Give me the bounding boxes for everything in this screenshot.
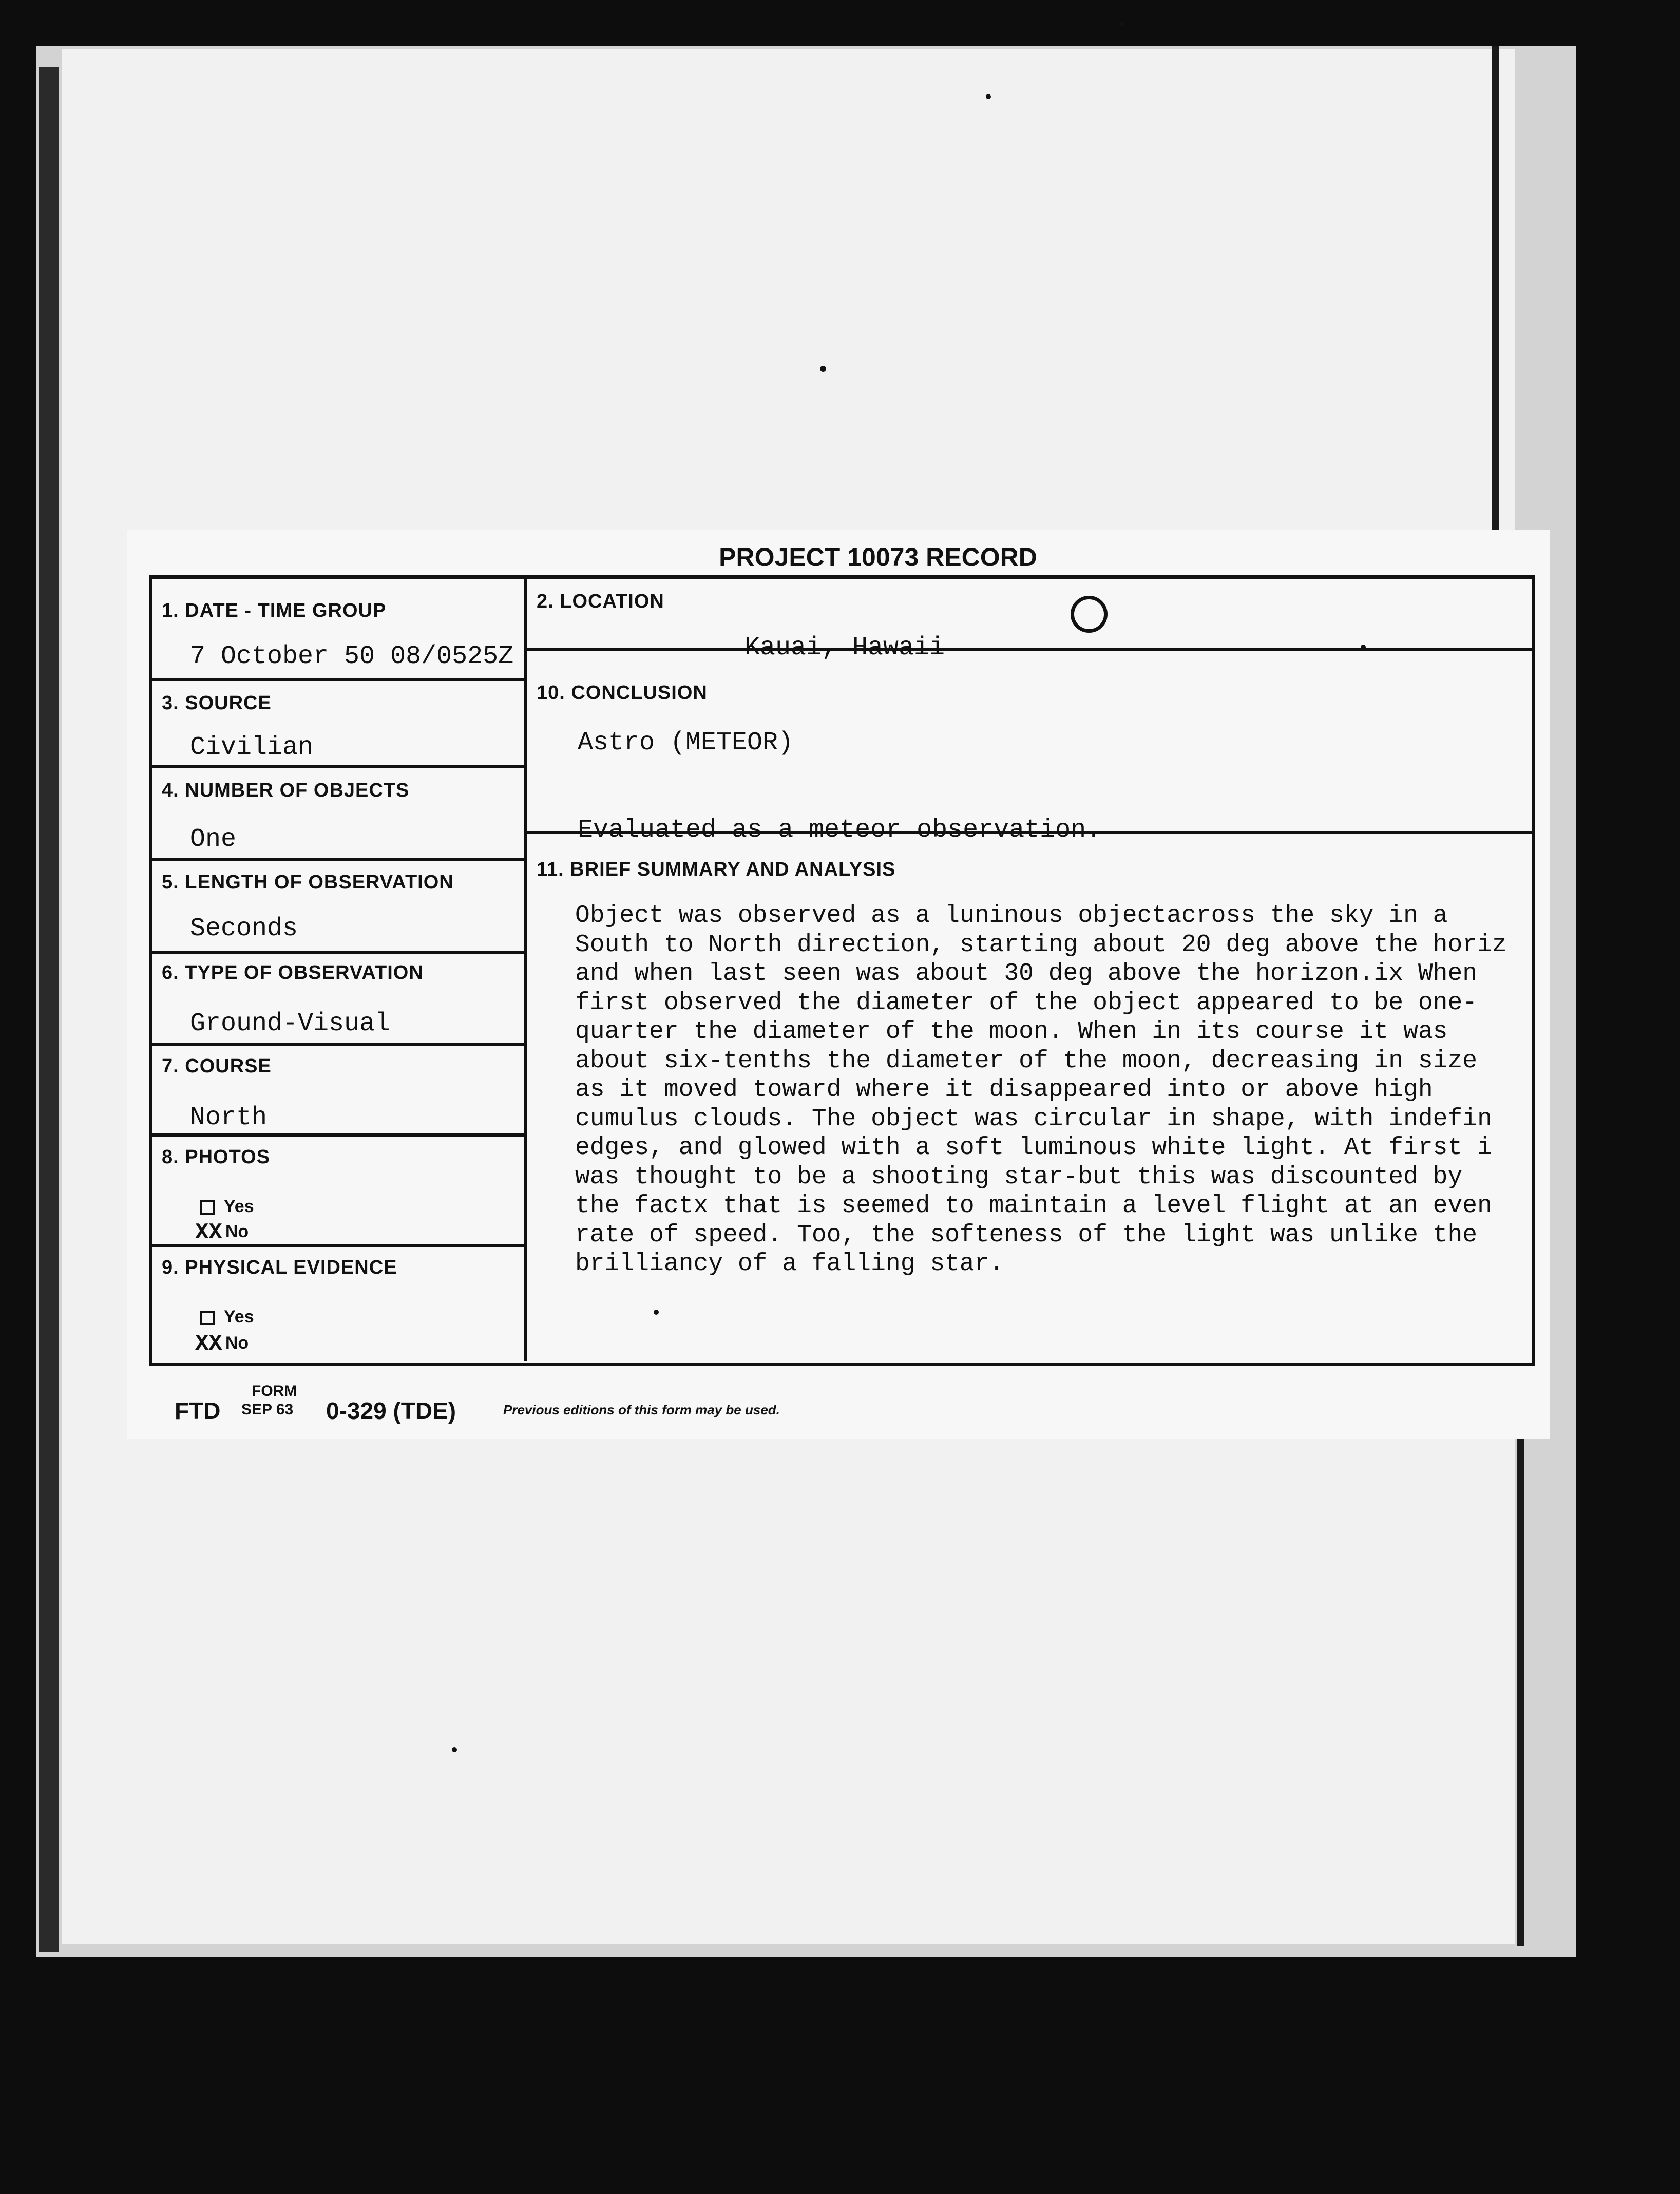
physical-evidence-no-mark: XX [195, 1331, 222, 1357]
footer-form-number: 0-329 (TDE) [326, 1397, 456, 1424]
location-label: 2. LOCATION [537, 591, 664, 612]
summary-line: the factx that is seemed to maintain a level flight at an even [575, 1192, 1492, 1220]
photos-no-mark: XX [195, 1220, 222, 1245]
conclusion-label: 10. CONCLUSION [537, 682, 708, 704]
divider-length [151, 951, 526, 954]
divider-type [151, 1043, 526, 1046]
summary-line: cumulus clouds. The object was circular in shape, with indefin [575, 1105, 1492, 1133]
physical-evidence-label: 9. PHYSICAL EVIDENCE [162, 1257, 397, 1278]
physical-evidence-no-option [195, 1331, 249, 1357]
physical-evidence-yes-option [200, 1307, 254, 1327]
divider-date [151, 678, 526, 681]
photos-label: 8. PHOTOS [162, 1146, 271, 1168]
speck [820, 366, 826, 372]
divider-objects [151, 858, 526, 861]
form-title: PROJECT 10073 RECORD [719, 543, 1037, 572]
page-edge-right-top [1492, 46, 1499, 532]
summary-line: South to North direction, starting about 20 deg above the horiz [575, 931, 1507, 959]
source-value: Civilian [190, 733, 314, 762]
footer-ftd: FTD [175, 1397, 221, 1424]
course-value: North [190, 1103, 268, 1132]
physical-evidence-no-label: No [225, 1333, 249, 1353]
divider-location [524, 648, 1533, 651]
summary-line: brilliancy of a falling star. [575, 1250, 1004, 1278]
photos-no-option [195, 1220, 249, 1245]
circle-mark [1071, 596, 1108, 633]
length-of-observation-label: 5. LENGTH OF OBSERVATION [162, 872, 454, 893]
date-time-label: 1. DATE - TIME GROUP [162, 600, 387, 621]
date-time-value: 7 October 50 08/0525Z [190, 642, 514, 671]
page-edge-right-bottom [1517, 1433, 1524, 1946]
speck [1361, 645, 1366, 650]
length-of-observation-value: Seconds [190, 914, 298, 943]
footer-form-word: FORM [252, 1383, 297, 1399]
summary-label: 11. BRIEF SUMMARY AND ANALYSIS [537, 859, 896, 880]
footer-date-code: SEP 63 [241, 1401, 294, 1418]
page-edge-left [39, 67, 59, 1952]
conclusion-value: Astro (METEOR) [578, 728, 794, 758]
checkbox-icon [200, 1311, 215, 1325]
summary-line: about six-tenths the diameter of the moon, decreasing in size [575, 1047, 1478, 1075]
divider-source [151, 765, 526, 768]
number-of-objects-label: 4. NUMBER OF OBJECTS [162, 780, 410, 801]
summary-text [575, 901, 1540, 1312]
summary-line: and when last seen was about 30 deg above the horizon.ix When [575, 960, 1478, 988]
type-of-observation-label: 6. TYPE OF OBSERVATION [162, 962, 424, 983]
summary-line: as it moved toward where it disappeared into or above high [575, 1076, 1433, 1104]
summary-line: first observed the diameter of the object appeared to be one- [575, 989, 1478, 1017]
summary-line: quarter the diameter of the moon. When in its course it was [575, 1018, 1448, 1046]
photos-no-label: No [225, 1221, 249, 1241]
speck [986, 94, 991, 99]
footer-note: Previous editions of this form may be used. [503, 1402, 780, 1417]
speck [452, 1747, 457, 1752]
summary-line: edges, and glowed with a soft luminous white light. At first i [575, 1134, 1492, 1162]
speck [654, 1310, 659, 1315]
course-label: 7. COURSE [162, 1055, 272, 1077]
checkbox-icon [200, 1200, 215, 1215]
source-label: 3. SOURCE [162, 692, 272, 714]
speck [1119, 22, 1124, 27]
summary-line: Object was observed as a luninous objectacross the sky in a [575, 902, 1448, 930]
photos-yes-label: Yes [224, 1197, 254, 1216]
summary-line: rate of speed. Too, the softeness of the light was unlike the [575, 1221, 1478, 1249]
physical-evidence-yes-label: Yes [224, 1307, 254, 1327]
photos-yes-option [200, 1197, 254, 1217]
type-of-observation-value: Ground-Visual [190, 1009, 391, 1038]
conclusion-note: Evaluated as a meteor observation. [578, 816, 1102, 845]
number-of-objects-value: One [190, 825, 237, 854]
location-value: Kauai, Hawaii [744, 633, 945, 663]
summary-line: was thought to be a shooting star-but this was discounted by [575, 1163, 1463, 1191]
divider-course [151, 1133, 526, 1137]
